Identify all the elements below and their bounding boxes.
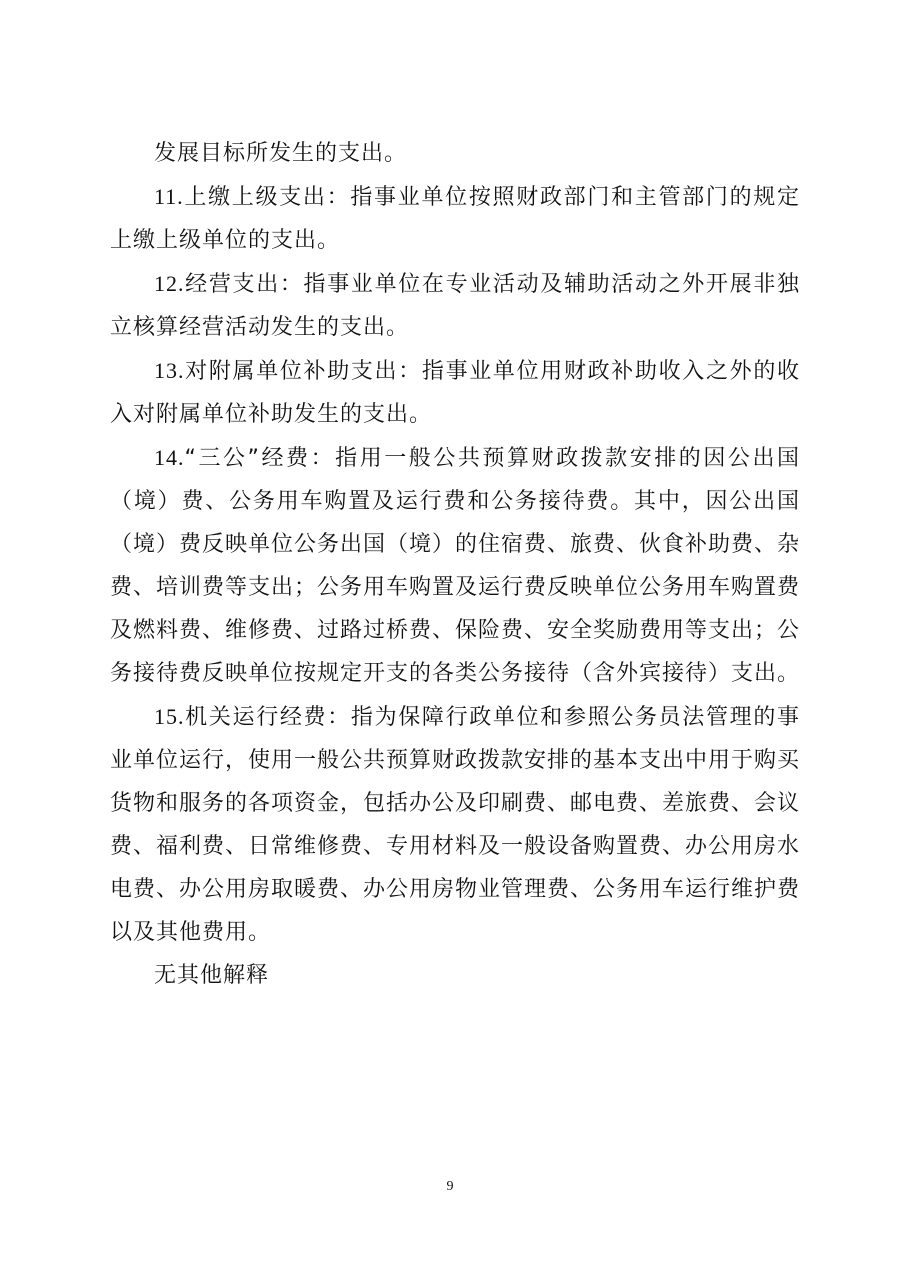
item-definition: 指事业单位用财政补助收入之外的收入对附属单位补助发生的支出。 [110,359,800,427]
item-number: 14. [154,445,185,470]
paragraph-text: 发展目标所发生的支出。 [154,141,408,166]
item-number: 15. [154,704,185,729]
paragraph-closing [110,954,800,997]
item-term: 上缴上级支出： [183,185,351,210]
item-definition: 指事业单位在专业活动及辅助活动之外开展非独立核算经营活动发生的支出。 [110,272,800,340]
paragraph-item-11 [110,175,800,262]
paragraph-continuation [110,132,800,175]
item-definition: 指事业单位按照财政部门和主管部门的规定上缴上级单位的支出。 [110,185,800,253]
paragraph-item-13 [110,349,800,436]
paragraph-item-12 [110,262,800,349]
document-body [110,132,800,997]
item-number: 12. [154,271,185,296]
item-number: 13. [154,358,185,383]
item-term: 对附属单位补助支出： [184,359,422,384]
paragraph-item-14 [110,436,800,695]
page-number: 9 [446,1179,454,1194]
item-definition: 指为保障行政单位和参照公务员法管理的事业单位运行，使用一般公共预算财政拨款安排的基本支出中用于购买货物和服务的各项资金，包括办公及印刷费、邮电费、差旅费、会议费、福利费、日常维修费、专用材料及一般设备购置费、办公用房水电费、办公用房取暖费、办公用房物业管理费、公务用车运行维护费以及其他费用。 [110,705,801,945]
item-term: “三公”经费： [184,446,336,471]
paragraph-item-15 [110,695,800,954]
item-term: 经营支出： [184,272,304,297]
paragraph-text: 无其他解释 [154,963,270,988]
item-definition: 指用一般公共预算财政拨款安排的因公出国（境）费、公务用车购置及运行费和公务接待费。其中，因公出国（境）费反映单位公务出国（境）的住宿费、旅费、伙食补助费、杂费、培训费等支出；公务用车购置及运行费反映单位公务用车购置费及燃料费、维修费、过路过桥费、保险费、安全奖励费用等支出；公务接待费反映单位按规定开支的各类公务接待（含外宾接待）支出。 [110,446,801,686]
item-number: 11. [154,184,184,209]
item-term: 机关运行经费： [184,705,351,730]
